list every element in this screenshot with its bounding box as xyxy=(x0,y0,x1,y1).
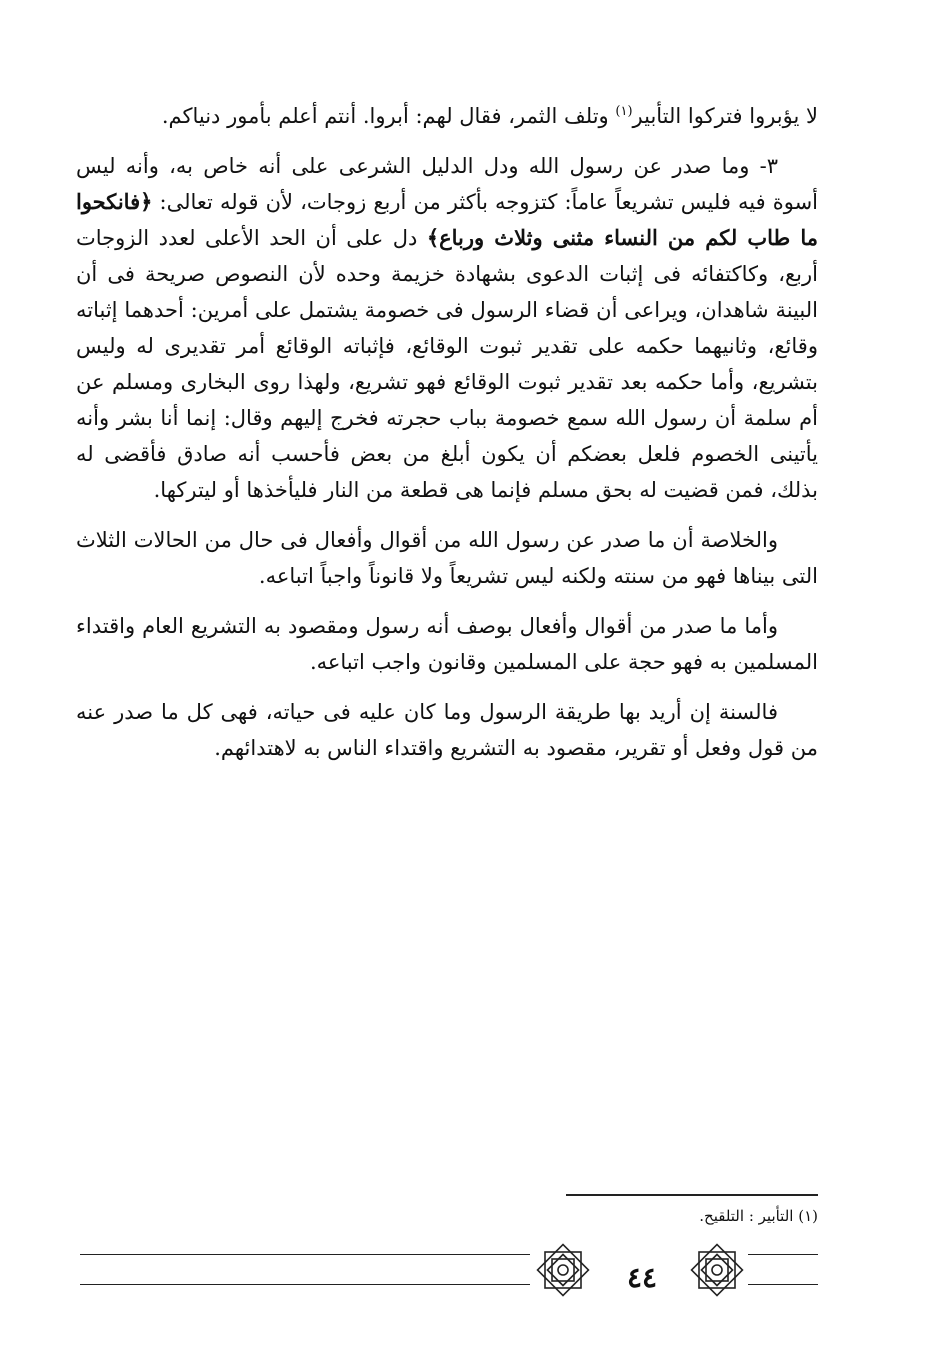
footer-rule-right-bottom xyxy=(748,1284,818,1285)
paragraph-2-intro: ٣- وما صدر عن رسول الله ودل الدليل الشرعى على أنه خاص به، وأنه ليس أسوة فيه فليس تشريعاً عاماً: كتزوجه بأكثر من أربع زوجات، لأن قوله تعالى: xyxy=(76,154,818,214)
footnote-marker: (١) xyxy=(615,104,633,119)
footer-rule-left-top xyxy=(80,1254,530,1255)
paragraph-2-body: دل على أن الحد الأعلى لعدد الزوجات أربع، وكاكتفائه فى إثبات الدعوى بشهادة خزيمة وحده لأن النصوص صريحة فى أن البينة شاهدان، ويراعى أن قضاء الرسول فى خصومة يشتمل على أمرين: أحدهما إثباته وقائع، وثانيهما حكمه على تقدير ثبوت الوقائع، فإثباته الوقائع أمر تقديرى له وليس بتشريع، وأما حكمه بعد تقدير ثبوت الوقائع فهو تشريع، ولهذا روى البخارى ومسلم عن أم سلمة أن رسول الله سمع خصومة بباب حجرته فخرج إليهم وقال: إنما أنا بشر وأنه يأتينى الخصوم فلعل بعضكم أن يكون أبلغ من بعض فأحسب أنه صادق فأقضى له بذلك، فمن قضيت له بحق مسلم فإنما هى قطعة من النار فليأخذها أو ليتركها. xyxy=(76,226,818,502)
page-number: ٤٤ xyxy=(626,1261,658,1294)
footer-rule-right-top xyxy=(748,1254,818,1255)
quran-verse: ﴿فانكحوا ما طاب لكم من النساء مثنى وثلاث ورباع﴾ xyxy=(76,189,819,250)
paragraph-3: والخلاصة أن ما صدر عن رسول الله من أقوال وأفعال فى حال من الحالات الثلاث التى بيناها فهو من سنته ولكنه ليس تشريعاً ولا قانوناً واجباً اتباعه. xyxy=(76,528,818,588)
paragraph-1-rest: وتلف الثمر، فقال لهم: أبروا. أنتم أعلم بأمور دنياكم. xyxy=(161,104,616,128)
paragraph-1-text: لا يؤبروا فتركوا التأبير xyxy=(632,104,818,128)
paragraph-1 xyxy=(76,98,818,134)
paragraph-4: وأما ما صدر من أقوال وأفعال بوصف أنه رسول ومقصود به التشريع العام واقتداء المسلمين به فهو حجة على المسلمين وقانون واجب اتباعه. xyxy=(76,614,818,674)
footer-rule-left-bottom xyxy=(80,1284,530,1285)
octagram-ornament-icon xyxy=(530,1240,596,1300)
footnote: (١) التأبير : التلقيح. xyxy=(699,1207,818,1225)
page-body xyxy=(76,98,818,780)
paragraph-5: فالسنة إن أريد بها طريقة الرسول وما كان عليه فى حياته، فهى كل ما صدر عنه من قول وفعل أو تقرير، مقصود به التشريع واقتداء الناس به لاهتدائهم. xyxy=(76,700,818,760)
octagram-ornament-icon xyxy=(684,1240,750,1300)
paragraph-2 xyxy=(76,148,818,508)
footnote-divider xyxy=(566,1194,818,1196)
